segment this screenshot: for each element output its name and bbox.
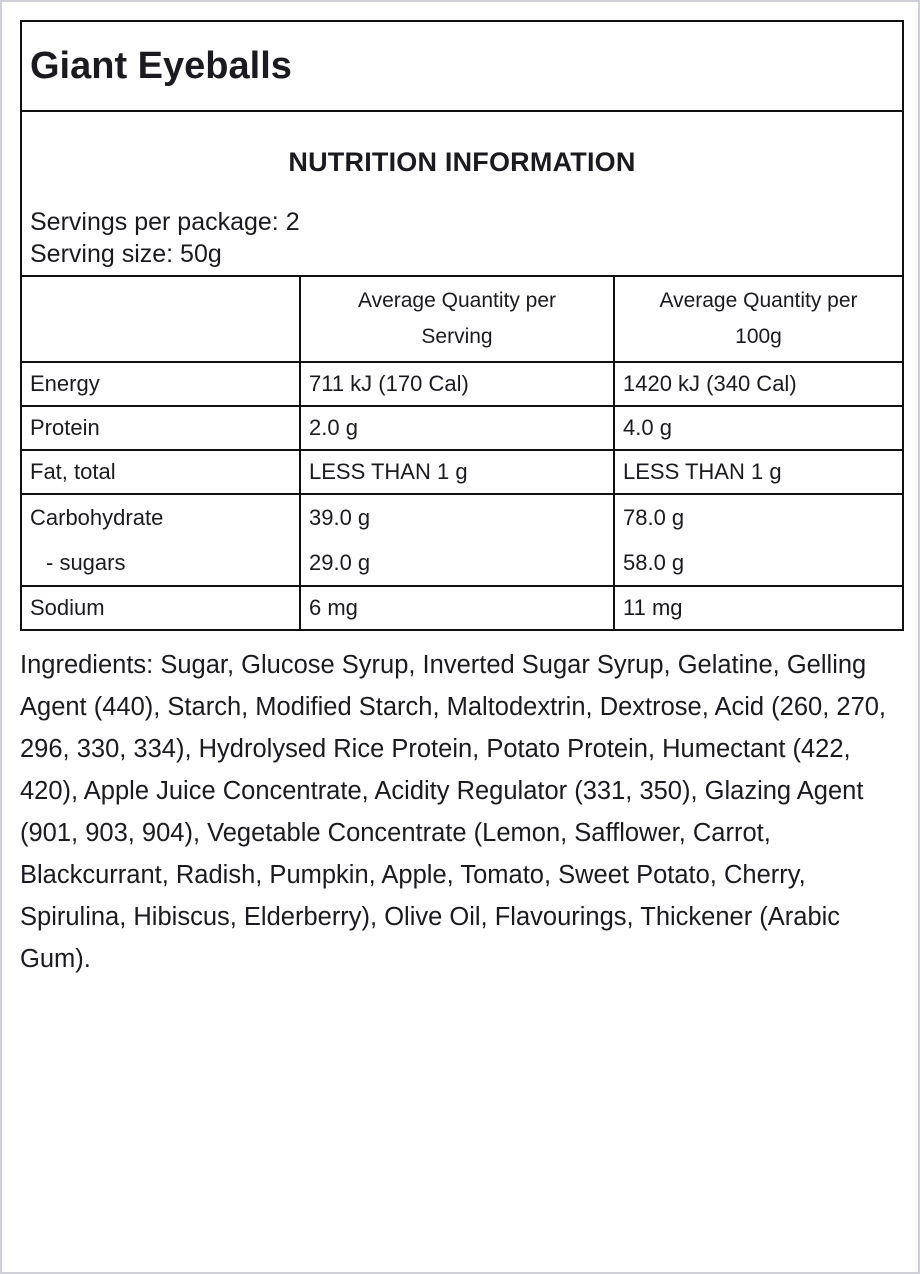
per-100g-value: 1420 kJ (340 Cal) xyxy=(614,362,903,406)
title-row xyxy=(21,21,903,111)
nutrition-table xyxy=(20,20,904,631)
per-100g-value: 78.0 g xyxy=(623,505,685,530)
per-100g-value: 4.0 g xyxy=(614,406,903,450)
column-header-nutrient xyxy=(21,276,300,362)
nutrient-name: Sodium xyxy=(21,586,300,630)
table-row-fat xyxy=(21,450,903,494)
per-serving-value: 6 mg xyxy=(300,586,614,630)
servings-per-package: Servings per package: 2 xyxy=(30,208,300,236)
product-title: Giant Eyeballs xyxy=(21,21,903,111)
sub-per-100g-value: 58.0 g xyxy=(623,550,685,575)
per-serving-value: 711 kJ (170 Cal) xyxy=(300,362,614,406)
nutrient-name: Carbohydrate xyxy=(30,505,164,530)
column-header-per-100g: Average Quantity per 100g xyxy=(614,276,903,362)
per-serving-cell xyxy=(300,494,614,586)
per-serving-value: 39.0 g xyxy=(309,505,371,530)
info-row xyxy=(21,111,903,276)
serving-size: Serving size: 50g xyxy=(30,240,222,268)
sub-per-serving-value: 29.0 g xyxy=(309,550,371,575)
column-header-per-serving: Average Quantity per Serving xyxy=(300,276,614,362)
table-row-sodium xyxy=(21,586,903,630)
per-100g-value: 11 mg xyxy=(614,586,903,630)
per-100g-value: LESS THAN 1 g xyxy=(614,450,903,494)
per-serving-value: 2.0 g xyxy=(300,406,614,450)
nutrient-name-cell xyxy=(21,494,300,586)
sub-nutrient-name: - sugars xyxy=(46,550,126,575)
nutrient-name: Energy xyxy=(21,362,300,406)
column-header-row xyxy=(21,276,903,362)
table-row-carbohydrate xyxy=(21,494,903,586)
table-row-protein xyxy=(21,406,903,450)
nutrient-name: Fat, total xyxy=(21,450,300,494)
nutrition-info-block xyxy=(21,111,903,276)
ingredients-list: Ingredients: Sugar, Glucose Syrup, Inverted Sugar Syrup, Gelatine, Gelling Agent (440), Starch, Modified Starch, Maltodextrin, Dextrose, Acid (260, 270, 296, 330, 334), Hydrolysed Rice Protein, Potato Protein, Humectant (422, 420), Apple Juice Concentrate, Acidity Regulator (331, 350), Glazing Agent (901, 903, 904), Vegetable Concentrate (Lemon, Safflower, Carrot, Blackcurrant, Radish, Pumpkin, Apple, Tomato, Sweet Potato, Cherry, Spirulina, Hibiscus, Elderberry), Olive Oil, Flavourings, Thickener (Arabic Gum). xyxy=(20,651,887,973)
nutrient-name: Protein xyxy=(21,406,300,450)
per-100g-cell xyxy=(614,494,903,586)
table-row-energy xyxy=(21,362,903,406)
nutrition-heading: NUTRITION INFORMATION xyxy=(288,147,636,177)
per-serving-value: LESS THAN 1 g xyxy=(300,450,614,494)
